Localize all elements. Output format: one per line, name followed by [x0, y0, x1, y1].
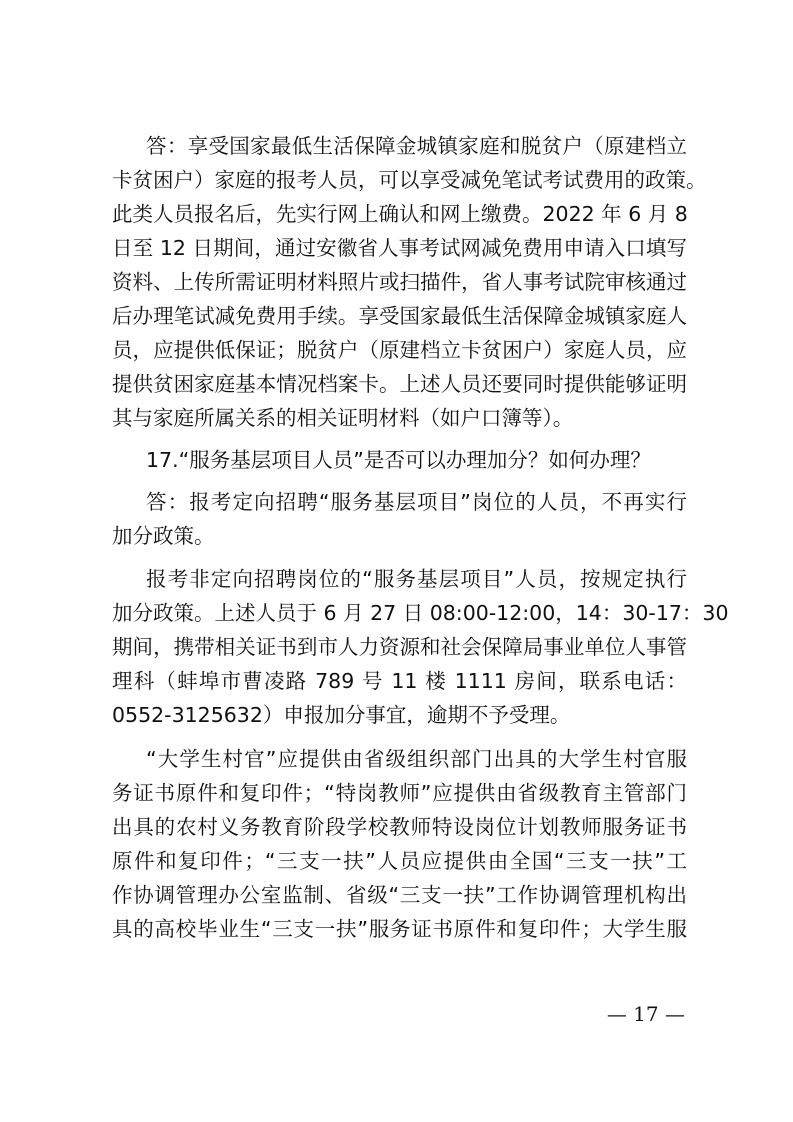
paragraph-bonus-line-4: 理科（蚌埠市曹凌路 789 号 11 楼 1111 房间，联系电话： [112, 669, 687, 693]
answer-17-line-2: 加分政策。 [112, 524, 215, 548]
answer-16-line-8: 提供贫困家庭基本情况档案卡。上述人员还要同时提供能够证明 [112, 372, 687, 396]
paragraph-certificate-line-2: 务证书原件和复印件；“特岗教师”应提供由省级教育主管部门 [112, 781, 687, 805]
paragraph-bonus-line-3: 期间，携带相关证书到市人力资源和社会保障局事业单位人事管 [112, 635, 687, 659]
answer-16-line-1: 答：享受国家最低生活保障金城镇家庭和脱贫户（原建档立 [146, 134, 687, 158]
paragraph-certificate-line-4: 原件和复印件；“三支一扶”人员应提供由全国“三支一扶”工 [112, 849, 687, 873]
paragraph-certificate-line-3: 出具的农村义务教育阶段学校教师特设岗位计划教师服务证书 [112, 815, 687, 839]
answer-16-line-5: 资料、上传所需证明材料照片或扫描件，省人事考试院审核通过 [112, 270, 687, 294]
paragraph-certificate-line-6: 具的高校毕业生“三支一扶”服务证书原件和复印件；大学生服 [112, 917, 687, 941]
paragraph-bonus-line-1: 报考非定向招聘岗位的“服务基层项目”人员，按规定执行 [146, 567, 687, 591]
paragraph-bonus-line-5: 0552-3125632）申报加分事宜，逾期不予受理。 [112, 703, 571, 727]
answer-16-line-9: 其与家庭所属关系的相关证明材料（如户口簿等）。 [112, 406, 574, 430]
answer-16-line-7: 员，应提供低保证；脱贫户（原建档立卡贫困户）家庭人员，应 [112, 338, 687, 362]
question-17-heading: 17.“服务基层项目人员”是否可以办理加分？如何办理？ [146, 448, 651, 472]
answer-16-line-4: 日至 12 日期间，通过安徽省人事考试网减免费用申请入口填写 [112, 236, 687, 260]
paragraph-certificate-line-5: 作协调管理办公室监制、省级“三支一扶”工作协调管理机构出 [112, 883, 687, 907]
answer-16-line-6: 后办理笔试减免费用手续。享受国家最低生活保障金城镇家庭人 [112, 304, 687, 328]
answer-16-line-2: 卡贫困户）家庭的报考人员，可以享受减免笔试考试费用的政策。 [112, 168, 707, 192]
paragraph-certificate-line-1: “大学生村官”应提供由省级组织部门出具的大学生村官服 [146, 747, 687, 771]
answer-17-line-1: 答：报考定向招聘“服务基层项目”岗位的人员，不再实行 [146, 490, 687, 514]
page-number: — 17 — [606, 1002, 685, 1026]
paragraph-bonus-line-2: 加分政策。上述人员于 6 月 27 日 08:00-12:00，14：30-17：30 [112, 601, 729, 625]
answer-16-line-3: 此类人员报名后，先实行网上确认和网上缴费。2022 年 6 月 8 [112, 202, 688, 226]
